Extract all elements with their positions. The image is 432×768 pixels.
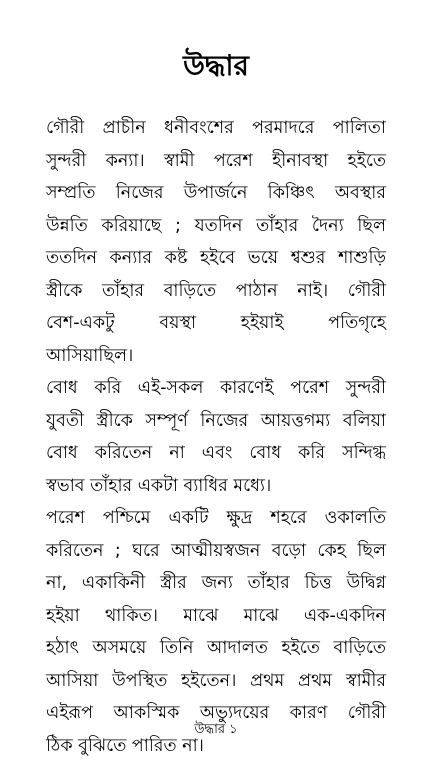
text-line: আসিয়াছিল।	[46, 345, 134, 366]
story-text	[46, 112, 386, 762]
text-line: স্বভাব তাঁহার একটা ব্যাধির মধ্যে।	[46, 475, 272, 496]
text-line: যুবতী স্ত্রীকে সম্পূর্ণ নিজের আয়ত্তগম্য বলিয়া	[46, 410, 386, 431]
text-line: হঠাৎ অসময়ে তিনি আদালত হইতে বাড়িতে	[46, 638, 386, 658]
text-line: উন্নতি করিয়াছে ; যতদিন তাঁহার দৈন্য ছিল	[46, 215, 386, 236]
text-line: সম্প্রতি নিজের উপার্জনে কিঞ্চিৎ অবস্থার	[46, 183, 386, 203]
text-line: সুন্দরী কন্যা। স্বামী পরেশ হীনাবস্থা হইতে	[46, 150, 386, 171]
text-line: বেশ-একটু বয়স্থা হইয়াই পতিগৃহে	[46, 313, 386, 333]
text-line: হইয়া থাকিত। মাঝে মাঝে এক-একদিন	[46, 605, 386, 626]
page-footer: উদ্ধার ১	[194, 722, 238, 737]
text-line: ততদিন কন্যার কষ্ট হইবে ভয়ে শ্বশুর শাশুড়ি	[46, 248, 386, 268]
text-line: পরেশ পশ্চিমে একটি ক্ষুদ্র শহরে ওকালতি	[46, 508, 386, 528]
text-line: স্ত্রীকে তাঁহার বাড়িতে পাঠান নাই। গৌরী	[46, 280, 386, 301]
paragraph-1	[46, 112, 386, 372]
paragraph-2	[46, 372, 386, 502]
text-line: না, একাকিনী স্ত্রীর জন্য তাঁহার চিত্ত উদ্বিগ্ন	[46, 573, 386, 593]
chapter-title: উদ্ধার	[183, 49, 249, 82]
text-line: এইরূপ আকস্মিক অভ্যুদয়ের কারণ গৌরী	[46, 703, 386, 723]
text-line: গৌরী প্রাচীন ধনীবংশের পরমাদরে পালিতা	[46, 118, 386, 138]
text-line: বোধ করি এই-সকল কারণেই পরেশ সুন্দরী	[46, 378, 386, 398]
text-line: করিতেন ; ঘরে আত্মীয়স্বজন বড়ো কেহ ছিল	[46, 540, 386, 561]
text-line: বোধ করিতেন না এবং বোধ করি সন্দিগ্ধ	[46, 443, 386, 463]
text-line: আসিয়া উপস্থিত হইতেন। প্রথম প্রথম স্বামীর	[46, 670, 386, 691]
text-line: ঠিক বুঝিতে পারিত না।	[46, 735, 204, 756]
